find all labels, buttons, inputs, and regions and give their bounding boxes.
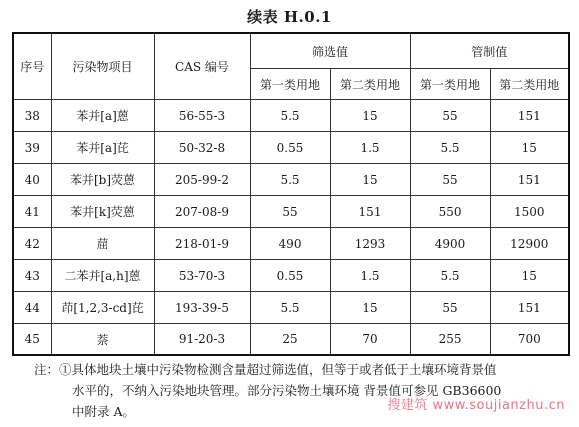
cell-item: 苯并[a]芘 — [51, 132, 154, 164]
cell-screening-land2: 70 — [330, 324, 410, 356]
pollutant-table — [12, 32, 570, 356]
table-row — [13, 260, 569, 292]
cell-cas: 50-32-8 — [154, 132, 250, 164]
cell-control-land2: 15 — [490, 132, 569, 164]
table-row — [13, 196, 569, 228]
cell-screening-land2: 1.5 — [330, 260, 410, 292]
header-control-land1: 第一类用地 — [410, 69, 490, 100]
header-control-land2: 第二类用地 — [490, 69, 569, 100]
cell-screening-land2: 151 — [330, 196, 410, 228]
cell-seq: 39 — [13, 132, 51, 164]
cell-control-land2: 1500 — [490, 196, 569, 228]
cell-control-land2: 700 — [490, 324, 569, 356]
note-line-1: 注：①具体地块土壤中污染物检测含量超过筛选值，但等于或者低于土壤环境背景值 — [34, 362, 497, 377]
note-line-2: 水平的，不纳入污染地块管理。部分污染物土壤环境 背景值可参见 GB36600 — [72, 383, 502, 398]
cell-cas: 53-70-3 — [154, 260, 250, 292]
cell-item: 䓛 — [51, 228, 154, 260]
cell-seq: 45 — [13, 324, 51, 356]
watermark: 搜建筑 www.soujianzhu.cn — [387, 398, 565, 413]
header-cas: CAS 编号 — [154, 33, 250, 100]
cell-screening-land2: 15 — [330, 292, 410, 324]
header-screening: 筛选值 — [250, 33, 410, 69]
table-row — [13, 228, 569, 260]
header-item: 污染物项目 — [51, 33, 154, 100]
cell-screening-land1: 5.5 — [250, 292, 330, 324]
cell-control-land1: 4900 — [410, 228, 490, 260]
cell-screening-land1: 0.55 — [250, 132, 330, 164]
cell-control-land2: 151 — [490, 100, 569, 132]
cell-screening-land1: 55 — [250, 196, 330, 228]
cell-seq: 42 — [13, 228, 51, 260]
cell-item: 萘 — [51, 324, 154, 356]
cell-control-land1: 5.5 — [410, 260, 490, 292]
cell-cas: 91-20-3 — [154, 324, 250, 356]
cell-cas: 218-01-9 — [154, 228, 250, 260]
cell-item: 苯并[a]蒽 — [51, 100, 154, 132]
header-control: 管制值 — [410, 33, 569, 69]
cell-control-land1: 55 — [410, 164, 490, 196]
header-seq: 序号 — [13, 33, 51, 100]
cell-control-land1: 255 — [410, 324, 490, 356]
cell-screening-land2: 1.5 — [330, 132, 410, 164]
cell-seq: 44 — [13, 292, 51, 324]
cell-control-land2: 12900 — [490, 228, 569, 260]
header-row-1 — [13, 33, 569, 69]
cell-screening-land2: 15 — [330, 164, 410, 196]
table-row — [13, 100, 569, 132]
cell-control-land1: 55 — [410, 100, 490, 132]
note-line-3: 中附录 A。 — [72, 404, 136, 419]
cell-item: 二苯并[a,h]蒽 — [51, 260, 154, 292]
cell-item: 茚[1,2,3-cd]芘 — [51, 292, 154, 324]
table-row — [13, 164, 569, 196]
table-row — [13, 292, 569, 324]
header-screening-land2: 第二类用地 — [330, 69, 410, 100]
cell-seq: 43 — [13, 260, 51, 292]
cell-control-land1: 55 — [410, 292, 490, 324]
table-row — [13, 132, 569, 164]
cell-cas: 56-55-3 — [154, 100, 250, 132]
cell-screening-land2: 1293 — [330, 228, 410, 260]
cell-seq: 40 — [13, 164, 51, 196]
cell-screening-land1: 490 — [250, 228, 330, 260]
cell-screening-land2: 15 — [330, 100, 410, 132]
cell-item: 苯并[k]荧蒽 — [51, 196, 154, 228]
header-screening-land1: 第一类用地 — [250, 69, 330, 100]
cell-screening-land1: 5.5 — [250, 100, 330, 132]
cell-control-land2: 15 — [490, 260, 569, 292]
cell-cas: 205-99-2 — [154, 164, 250, 196]
cell-screening-land1: 0.55 — [250, 260, 330, 292]
cell-control-land2: 151 — [490, 164, 569, 196]
table-title: 续表 H.0.1 — [247, 8, 332, 26]
cell-seq: 38 — [13, 100, 51, 132]
cell-control-land1: 5.5 — [410, 132, 490, 164]
cell-cas: 207-08-9 — [154, 196, 250, 228]
cell-control-land2: 151 — [490, 292, 569, 324]
cell-control-land1: 550 — [410, 196, 490, 228]
cell-item: 苯并[b]荧蒽 — [51, 164, 154, 196]
cell-seq: 41 — [13, 196, 51, 228]
cell-screening-land1: 5.5 — [250, 164, 330, 196]
table-row — [13, 324, 569, 356]
cell-screening-land1: 25 — [250, 324, 330, 356]
cell-cas: 193-39-5 — [154, 292, 250, 324]
